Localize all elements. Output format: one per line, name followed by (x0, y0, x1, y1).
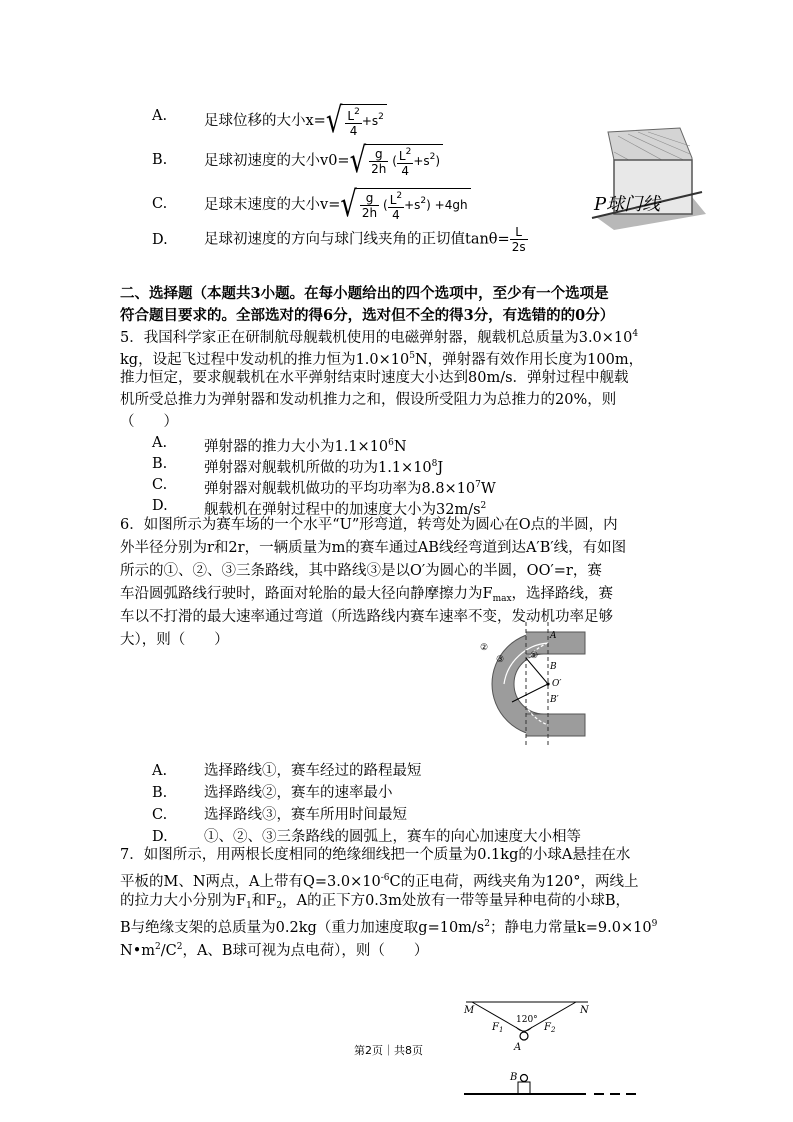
charge-figure (458, 996, 638, 1102)
svg-text:M: M (464, 1005, 475, 1016)
q5-option-b-letter: B. (152, 456, 168, 472)
q4-option-c-letter: C. (152, 196, 168, 212)
q5-option-c: 弹射器对舰载机做功的平均功率为$8.8\times 10^7W$ (204, 480, 496, 497)
q6-option-d: ①、②、③三条路线的圆弧上，赛车的向心加速度大小相等 (204, 829, 581, 845)
q7-line2: 平板的M、N两点，A上带有$Q=3.0\times 10^{-6}C$的正电荷，两线夹角为120°，两线上 (120, 873, 639, 890)
q4-option-c: 足球末速度的大小v=√ $\frac{g}{2h}$ ( $\frac{L^2}{4}$ $+s^2) +4gh$ (204, 188, 471, 222)
svg-text:B′: B′ (550, 695, 559, 705)
q4-option-b: 足球初速度的大小v0=√ $\frac{g}{2h}$ ( $\frac{L^2}{4}$ $+s^2$) (204, 144, 443, 178)
q5-line1: 5．我国科学家正在研制航母舰载机使用的电磁弹射器，舰载机总质量为$3.0\times 10^4$ (120, 329, 639, 346)
q6-option-a: 选择路线①，赛车经过的路程最短 (204, 763, 422, 779)
q5-option-d: 舰载机在弹射过程中的加速度大小为$32m/s^2$ (204, 501, 487, 518)
svg-text:N: N (580, 1005, 589, 1016)
goal-line-label: P球门线 (594, 194, 661, 215)
q6-option-c-letter: C. (152, 807, 168, 823)
q5-option-a: 弹射器的推力大小为$1.1\times 10^6N$ (204, 438, 407, 455)
q6-line5: 车以不打滑的最大速率通过弯道（所选路线内赛车速率不变，发动机功率足够 (120, 609, 613, 625)
q7-line1: 7．如图所示，用两根长度相同的绝缘细线把一个质量为0.1kg的小球A悬挂在水 (120, 847, 631, 863)
q7-line5: $N•m^2/C^2$，A、B球可视为点电荷），则（ ） (120, 942, 429, 959)
q7-line3: 的拉力大小分别为$F_1$和$F_2$，A的正下方0.3m处放有一带等量异种电荷的小球B， (120, 893, 631, 911)
q5-option-b: 弹射器对舰载机所做的功为$1.1\times 10^8J$ (204, 459, 444, 476)
q6-line2: 外半径分别为r和2r，一辆质量为m的赛车通过AB线经弯道到达A′B′线，有如图 (120, 540, 627, 556)
svg-text:③: ③ (496, 655, 505, 665)
q7-line4: B与绝缘支架的总质量为0.2kg（重力加速度取$g=10m/s^2$；静电力常量$k=9.0\times 10^9$ (120, 919, 658, 936)
q5-option-d-letter: D. (152, 498, 168, 514)
u-track-figure (470, 622, 600, 746)
q5-line4: 机所受总推力为弹射器和发动机推力之和，假设所受阻力为总推力的20%，则 (120, 392, 617, 408)
q6-option-d-letter: D. (152, 829, 168, 845)
svg-text:①: ① (530, 651, 539, 661)
q4-option-d: 足球初速度的方向与球门线夹角的正切值tanθ= $\frac{L}{2s}$ (204, 225, 526, 254)
q5-line3: 推力恒定，要求舰载机在水平弹射结束时速度大小达到80m/s．弹射过程中舰载 (120, 370, 629, 386)
q5-line5: （ ） (120, 414, 178, 430)
section-heading-line2: 符合题目要求的。全部选对的得6分，选对但不全的得3分，有选错的的0分） (120, 307, 615, 324)
page-footer: 第2页｜共8页 (354, 1044, 423, 1057)
q5-option-c-letter: C. (152, 477, 168, 493)
q4-option-a-letter: A. (152, 108, 168, 124)
svg-text:B: B (550, 662, 557, 672)
goal-figure (588, 122, 708, 232)
q6-line1: 6．如图所示为赛车场的一个水平“U”形弯道，转弯处为圆心在O点的半圆，内 (120, 517, 618, 533)
sqrt-sign: √ (325, 100, 343, 142)
svg-text:A: A (550, 631, 557, 641)
q6-option-a-letter: A. (152, 763, 168, 779)
section-heading-line1: 二、选择题（本题共3小题。在每小题给出的四个选项中，至少有一个选项是 (120, 285, 609, 302)
q4-option-a-expr: $\frac{L^2}{4}$ $+s^2$ (342, 104, 386, 138)
q6-line6: 大），则（ ） (120, 632, 229, 648)
q4-option-a: 足球位移的大小x=√ $\frac{L^2}{4}$ $+s^2$ (204, 104, 387, 138)
svg-text:②: ② (480, 643, 489, 653)
q6-line3: 所示的①、②、③三条路线，其中路线③是以O′为圆心的半圆，OO′=r，赛 (120, 563, 602, 579)
q4-option-d-letter: D. (152, 232, 168, 248)
q6-line4: 车沿圆弧路线行驶时，路面对轮胎的最大径向静摩擦力为$F_{max}$，选择路线，赛 (120, 586, 614, 604)
q4-option-b-expr: $\frac{g}{2h}$ ( $\frac{L^2}{4}$ $+s^2$) (366, 144, 443, 178)
svg-text:A: A (514, 1042, 522, 1053)
q6-option-b-letter: B. (152, 785, 168, 801)
svg-text:B: B (510, 1072, 518, 1083)
svg-text:O′: O′ (552, 679, 562, 689)
q5-option-a-letter: A. (152, 435, 168, 451)
q6-option-b: 选择路线②，赛车的速率最小 (204, 785, 393, 801)
svg-text:F2: $F_2$ (544, 1022, 556, 1034)
svg-text:120°: 120° (516, 1015, 538, 1025)
q5-line2: kg，设起飞过程中发动机的推力恒为$1.0\times 10^5N$，弹射器有效作用长度为100m， (120, 351, 644, 368)
q4-option-c-expr: $\frac{g}{2h}$ ( $\frac{L^2}{4}$ $+s^2) +4gh$ (357, 188, 471, 222)
q6-option-c: 选择路线③，赛车所用时间最短 (204, 807, 407, 823)
svg-text:F1: $F_1$ (492, 1022, 504, 1034)
q4-option-b-letter: B. (152, 152, 168, 168)
